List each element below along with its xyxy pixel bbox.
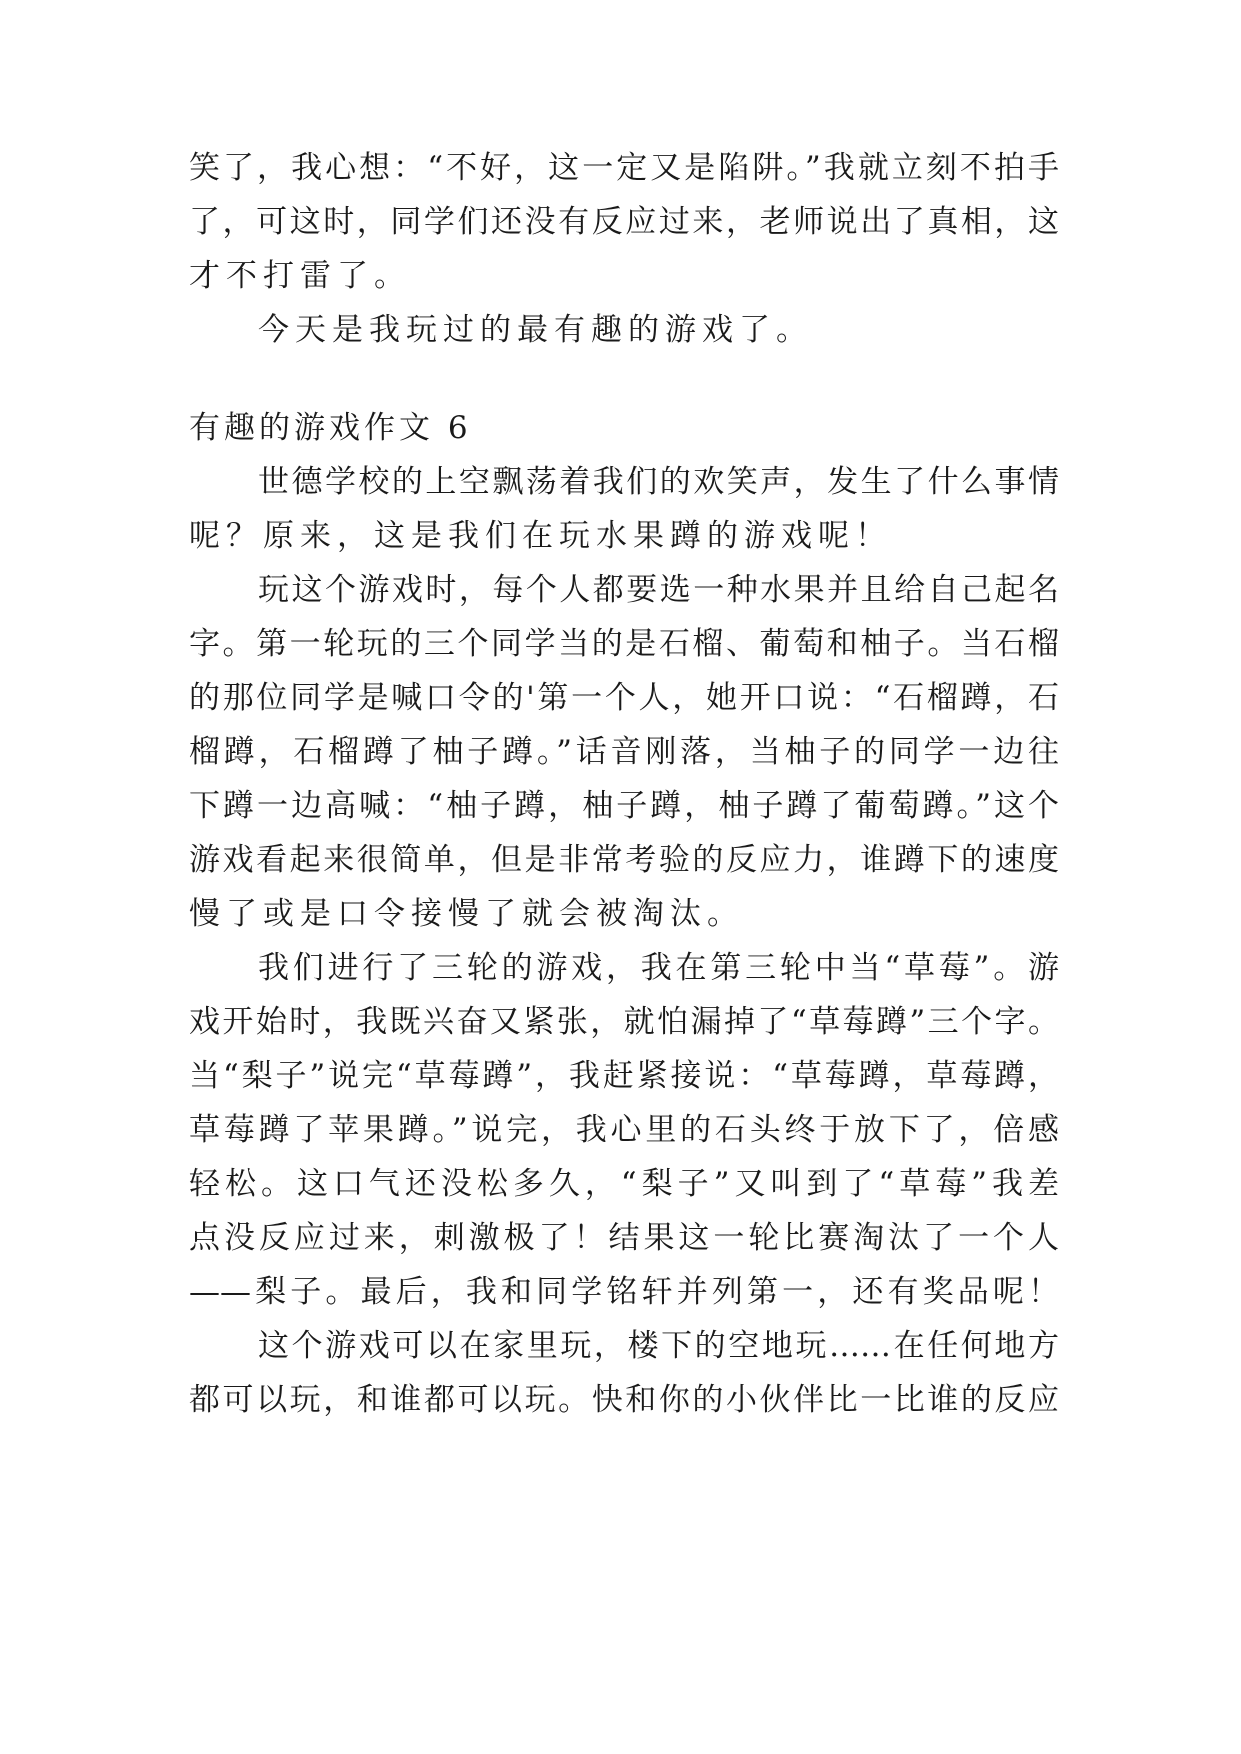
text-line: 今天是我玩过的最有趣的游戏了。 [258, 312, 813, 348]
section-title: 有趣的游戏作文 6 [189, 410, 472, 446]
text-line: 游戏看起来很简单，但是非常考验的反应力，谁蹲下的速度 [189, 842, 1059, 878]
text-line: 轻松。这口气还没松多久，“梨子”又叫到了“草莓”我差 [189, 1166, 1059, 1202]
text-line: 点没反应过来，刺激极了！结果这一轮比赛淘汰了一个人 [189, 1220, 1059, 1256]
text-line: 呢？原来，这是我们在玩水果蹲的游戏呢！ [189, 518, 892, 554]
text-line: 这个游戏可以在家里玩，楼下的空地玩……在任何地方 [258, 1328, 1059, 1364]
text-line: ——梨子。最后，我和同学铭轩并列第一，还有奖品呢！ [189, 1274, 1059, 1310]
text-line: 草莓蹲了苹果蹲。”说完，我心里的石头终于放下了，倍感 [189, 1112, 1059, 1148]
text-line: 慢了或是口令接慢了就会被淘汰。 [189, 896, 744, 932]
text-line: 下蹲一边高喊：“柚子蹲，柚子蹲，柚子蹲了葡萄蹲。”这个 [189, 788, 1059, 824]
text-line: 我们进行了三轮的游戏，我在第三轮中当“草莓”。游 [258, 950, 1059, 986]
text-line: 笑了，我心想：“不好，这一定又是陷阱。”我就立刻不拍手 [189, 150, 1059, 186]
text-line: 才不打雷了。 [189, 258, 411, 294]
text-line: 世德学校的上空飘荡着我们的欢笑声，发生了什么事情 [258, 464, 1059, 500]
text-line: 字。第一轮玩的三个同学当的是石榴、葡萄和柚子。当石榴 [189, 626, 1059, 662]
text-line: 都可以玩，和谁都可以玩。快和你的小伙伴比一比谁的反应 [189, 1382, 1059, 1418]
text-line: 戏开始时，我既兴奋又紧张，就怕漏掉了“草莓蹲”三个字。 [189, 1004, 1059, 1040]
text-line: 的那位同学是喊口令的'第一个人，她开口说：“石榴蹲，石 [189, 680, 1059, 716]
text-line: 当“梨子”说完“草莓蹲”，我赶紧接说：“草莓蹲，草莓蹲， [189, 1058, 1059, 1094]
text-line: 榴蹲，石榴蹲了柚子蹲。”话音刚落，当柚子的同学一边往 [189, 734, 1059, 770]
text-line: 玩这个游戏时，每个人都要选一种水果并且给自己起名 [258, 572, 1059, 608]
text-line: 了，可这时，同学们还没有反应过来，老师说出了真相，这 [189, 204, 1059, 240]
